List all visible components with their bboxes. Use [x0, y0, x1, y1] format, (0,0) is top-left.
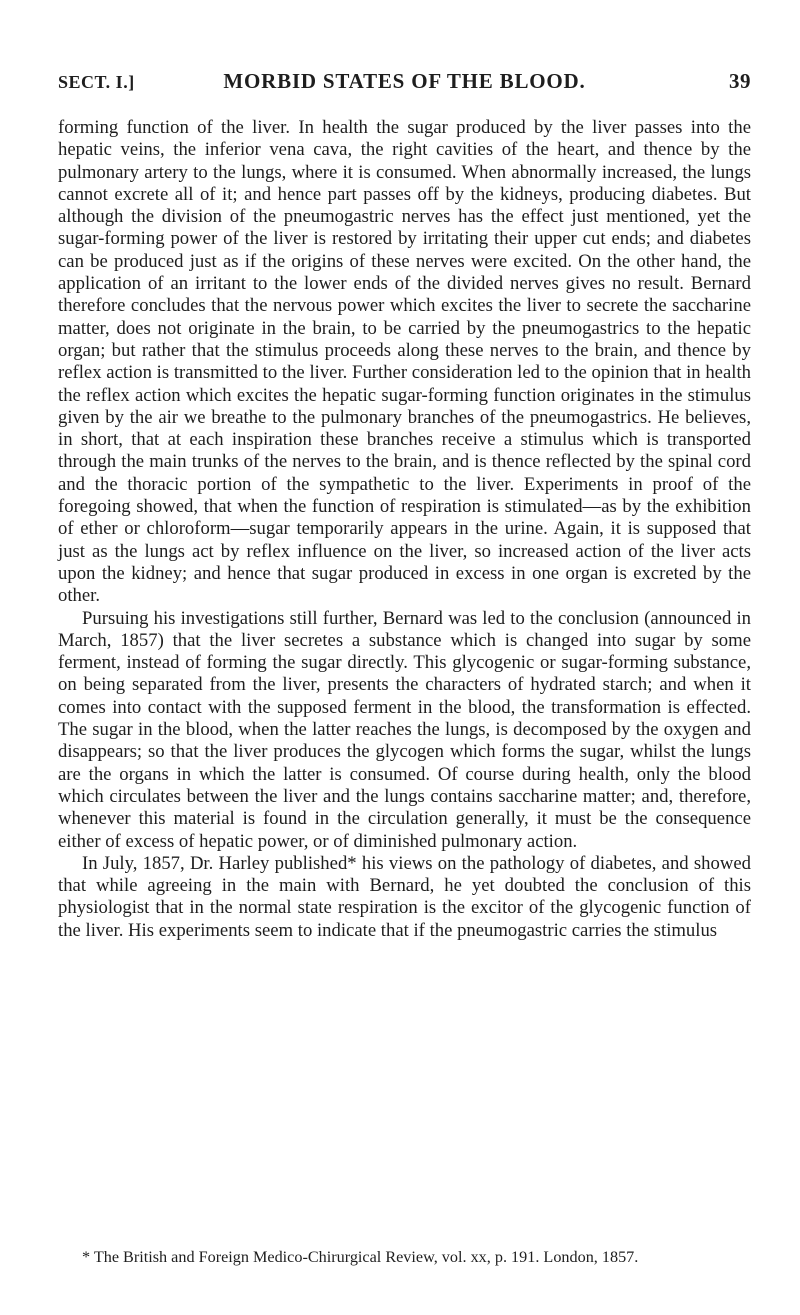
body-text	[58, 117, 751, 942]
page-title: MORBID STATES OF THE BLOOD.	[223, 69, 586, 93]
page-number: 39	[729, 69, 751, 93]
section-label: SECT. I.]	[58, 72, 135, 92]
paragraph-bernard-glycogen: Pursuing his investigations still further, Bernard was led to the conclusion (announced in March, 1857) that the liver secretes a substance which is changed into sugar by some ferment, instead of forming the sugar directly. This glycogenic or sugar-forming substance, on being separated from the liver, presents the characters of hydrated starch; and when it comes into contact with the supposed ferment in the blood, the transformation is effected. The sugar in the blood, when the latter reaches the lungs, is decomposed by the oxygen and disappears; so that the liver produces the glycogen which forms the sugar, whilst the lungs are the organs in which the latter is consumed. Of course during health, only the blood which circulates between the liver and the lungs contains saccharine matter; and, therefore, whenever this material is found in the circulation generally, it must be the consequence either of excess of hepatic power, or of diminished pulmonary action.	[58, 607, 751, 852]
footnote	[58, 1247, 751, 1267]
running-head	[58, 66, 751, 96]
footnote-text: * The British and Foreign Medico-Chirurgical Review, vol. xx, p. 191. London, 1857.	[82, 1248, 639, 1266]
paragraph-continued: forming function of the liver. In health the sugar produced by the liver passes into the hepatic veins, the inferior vena cava, the right cavities of the heart, and thence by the pulmonary artery to the lungs, where it is consumed. When abnormally increased, the lungs cannot excrete all of it; and hence part passes off by the kidneys, producing diabetes. But although the division of the pneumogastric nerves has the effect just mentioned, yet the sugar-forming power of the liver is restored by irritating their upper cut ends; and diabetes can be produced just as if the origins of these nerves were excited. On the other hand, the application of an irritant to the lower ends of the divided nerves gives no result. Bernard therefore concludes that the nervous power which excites the liver to secrete the saccharine matter, does not originate in the brain, to be carried by the pneumogastrics to the hepatic organ; but rather that the stimulus proceeds along these nerves to the brain, and thence by reflex action is transmitted to the liver. Further consideration led to the opinion that in health the reflex action which excites the hepatic sugar-forming function originates in the stimulus given by the air we breathe to the pulmonary branches of the pneumogastrics. He believes, in short, that at each inspiration these branches receive a stimulus which is transported through the main trunks of the nerves to the brain, and is thence reflected by the spinal cord and the thoracic portion of the sympathetic to the liver. Experiments in proof of the foregoing showed, that when the function of respiration is stimulated—as by the exhibition of ether or chloroform—sugar temporarily appears in the urine. Again, it is supposed that just as the lungs act by reflex influence on the liver, so increased action of the liver acts upon the kidney; and hence that sugar produced in excess in one organ is excreted by the other.	[58, 117, 751, 607]
paragraph-harley: In July, 1857, Dr. Harley published* his views on the pathology of diabetes, and showed that while agreeing in the main with Bernard, he yet doubted the conclusion of this physiologist that in the normal state respiration is the excitor of the glycogenic function of the liver. His experiments seem to indicate that if the pneumogastric carries the stimulus	[58, 852, 751, 941]
